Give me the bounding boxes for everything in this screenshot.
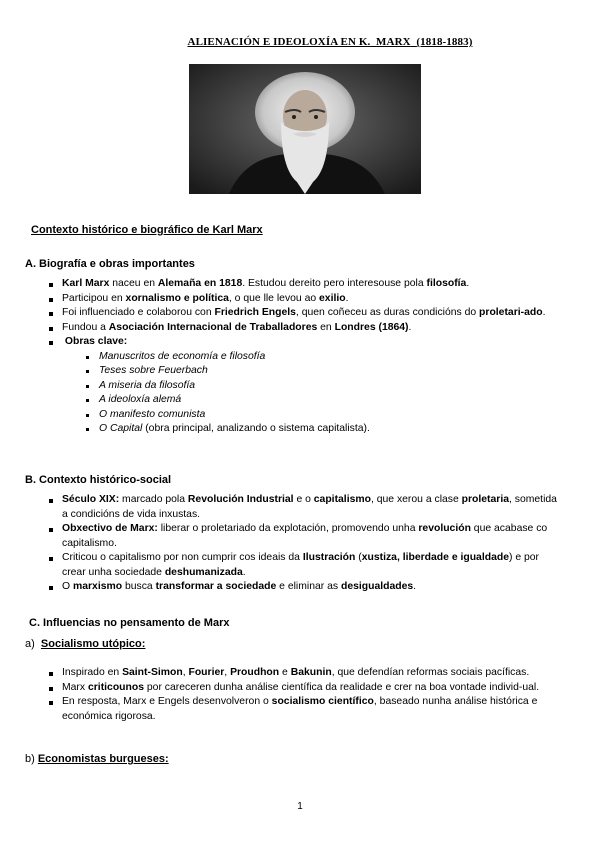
work-item: A miseria da filosofía [62, 379, 568, 394]
list-item: Participou en xornalismo e política, o que lle levou ao exilio. [48, 292, 568, 307]
subheading-bourgeois-economists: b) Economistas burgueses: [25, 753, 169, 765]
list-item: Fundou a Asociación Internacional de Traballadores en Londres (1864). [48, 321, 568, 336]
karl-marx-portrait [189, 64, 421, 194]
work-item: Manuscritos de economía e filosofía [62, 350, 568, 365]
subheading-utopian-socialism: a) Socialismo utópico: [25, 638, 146, 650]
list-item: Inspirado en Saint-Simon, Fourier, Proudhon e Bakunin, que defendían reformas sociais pacíficas. [48, 666, 564, 681]
page-title: ALIENACIÓN E IDEOLOXÍA EN K. MARX (1818-1883) [187, 36, 473, 48]
work-item: O manifesto comunista [62, 408, 568, 423]
list-item-works: Obras clave: Manuscritos de economía e filosofía Teses sobre Feuerbach A miseria da filosofía A ideoloxía alemá O manifesto comunista O Capital (obra principal, analizando o sistema capitalista). [48, 335, 568, 437]
work-item: Teses sobre Feuerbach [62, 364, 568, 379]
works-list [62, 350, 568, 437]
list-item: Foi influenciado e colaborou con Friedrich Engels, quen coñeceu as duras condicións do proletari-ado. [48, 306, 568, 321]
page-number: 1 [297, 801, 303, 812]
list-item: Século XIX: marcado pola Revolución Industrial e o capitalismo, que xerou a clase proletaria, sometida a condicións de vida inxustas. [48, 493, 564, 522]
list-section-c [48, 666, 564, 724]
section-heading-a: A. Biografía e obras importantes [25, 258, 195, 270]
list-item: Criticou o capitalismo por non cumprir cos ideais da Ilustración (xustiza, liberdade e igualdade) e por crear unha sociedade deshumanizada. [48, 551, 564, 580]
list-section-b [48, 493, 564, 595]
list-item: O marxismo busca transformar a sociedade e eliminar as desigualdades. [48, 580, 564, 595]
list-item: En resposta, Marx e Engels desenvolveron o socialismo científico, baseado nunha análise histórica e económica rigorosa. [48, 695, 564, 724]
section-heading-b: B. Contexto histórico-social [25, 474, 172, 486]
work-item: A ideoloxía alemá [62, 393, 568, 408]
work-item: O Capital (obra principal, analizando o sistema capitalista). [62, 422, 568, 437]
list-item: Marx criticounos por careceren dunha análise científica da realidade e crer na boa vontade individ-ual. [48, 681, 564, 696]
section-heading-context: Contexto histórico e biográfico de Karl Marx [31, 224, 263, 236]
section-heading-c: C. Influencias no pensamento de Marx [29, 617, 230, 629]
list-section-a [48, 277, 568, 437]
list-item: Obxectivo de Marx: liberar o proletariado da explotación, promovendo unha revolución que acabase co capitalismo. [48, 522, 564, 551]
list-item: Karl Marx naceu en Alemaña en 1818. Estudou dereito pero interesouse pola filosofía. [48, 277, 568, 292]
